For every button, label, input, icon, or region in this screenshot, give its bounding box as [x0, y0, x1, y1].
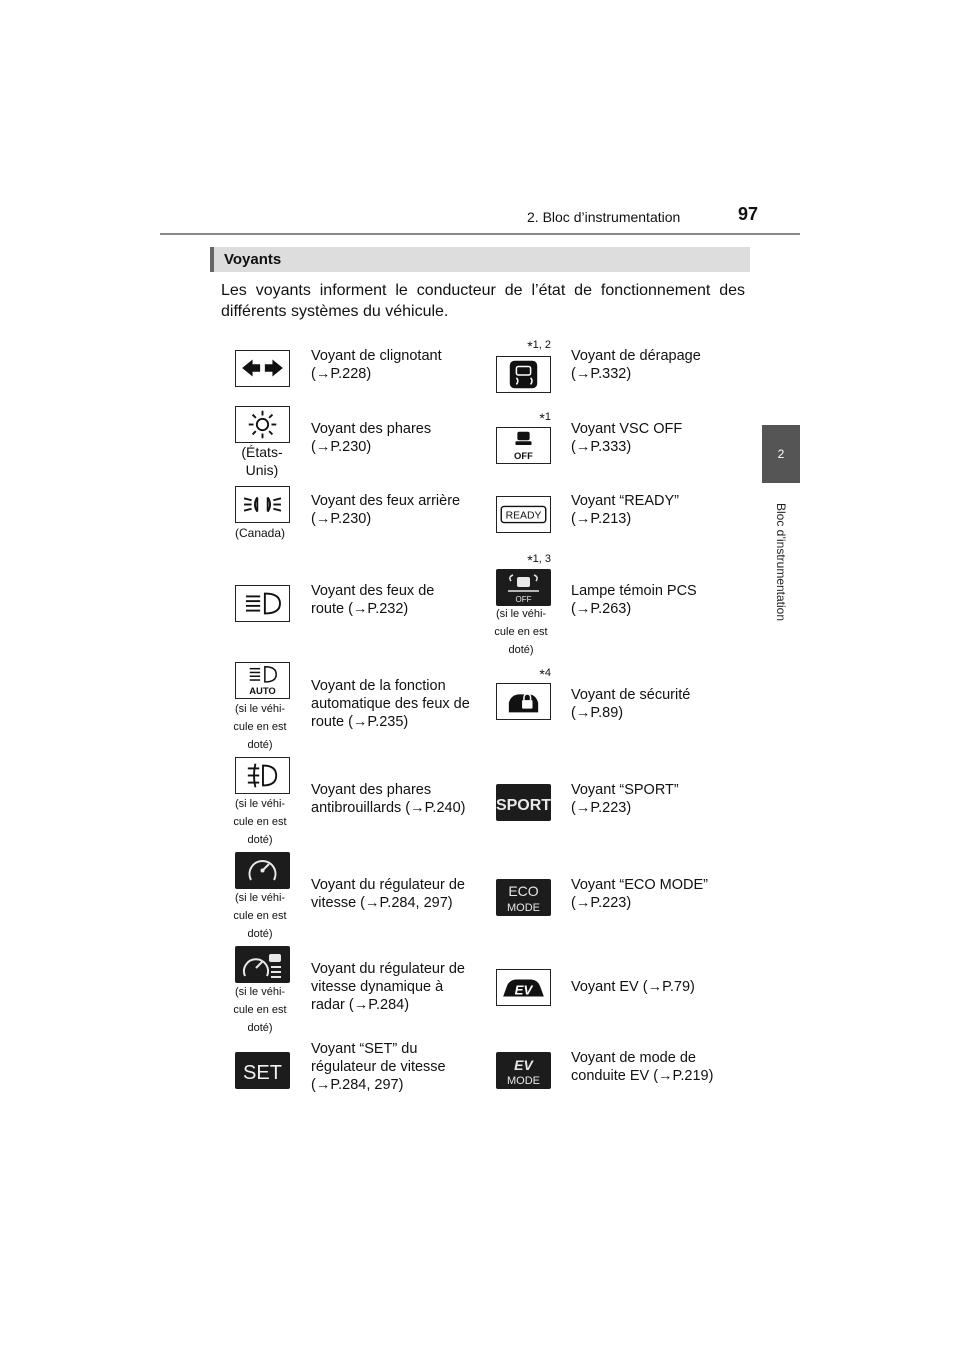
- pcs-icon-text: OFF: [515, 595, 532, 604]
- vsc-off-icon-text: OFF: [514, 451, 533, 463]
- set-icon-text: SET: [243, 1062, 282, 1084]
- cruise-control-note: (si le véhi-cule en est doté): [233, 892, 287, 940]
- ev-icon-text: EV: [514, 982, 533, 998]
- chapter-side-title: Bloc d’instrumentation: [774, 502, 788, 622]
- radar-cruise-label: Voyant du régulateur de vitesse dynamique à radar (→P.284): [311, 961, 465, 1013]
- eco-mode-label: Voyant “ECO MODE” (→P.223): [571, 877, 708, 911]
- pcs-footnote-mark: *1, 3: [527, 552, 551, 568]
- ev-mode-label: Voyant de mode de conduite EV (→P.219): [571, 1050, 714, 1084]
- security-label: Voyant de sécurité (→P.89): [571, 687, 691, 721]
- front-fog-note: (si le véhi-cule en est doté): [233, 798, 287, 846]
- security-footnote-mark: *4: [539, 666, 551, 682]
- header-divider: [160, 233, 800, 235]
- radar-cruise-icon: [235, 946, 290, 983]
- page-number: 97: [738, 204, 759, 224]
- vsc-off-footnote-mark: *1: [539, 410, 551, 426]
- slip-footnote-mark: *1, 2: [527, 338, 551, 354]
- sport-label: Voyant “SPORT” (→P.223): [571, 782, 679, 816]
- section-header: [210, 247, 750, 272]
- ev-icon: [496, 969, 551, 1006]
- ev-mode-icon-text-1: EV: [514, 1057, 533, 1073]
- front-fog-icon: [235, 757, 290, 794]
- chapter-tab: 2: [762, 425, 800, 483]
- ready-label: Voyant “READY” (→P.213): [571, 493, 679, 527]
- front-fog-label: Voyant des phares antibrouillards (→P.240): [311, 782, 466, 816]
- eco-mode-icon: [496, 879, 551, 916]
- turn-signal-icon: [235, 350, 290, 387]
- security-icon: [496, 683, 551, 720]
- radar-cruise-note: (si le véhi-cule en est doté): [233, 986, 287, 1034]
- section-title: Voyants: [224, 251, 282, 268]
- auto-high-beam-icon: [235, 662, 290, 699]
- pcs-warning-icon: [496, 569, 551, 606]
- headlight-indicator-icon: [235, 406, 290, 443]
- tail-light-icon: [235, 486, 290, 523]
- ev-mode-icon: [496, 1052, 551, 1089]
- vsc-off-icon: [496, 427, 551, 464]
- tail-light-label: Voyant des feux arrière (→P.230): [311, 493, 461, 527]
- intro-paragraph: Les voyants informent le conducteur de l’état de fonctionnement des différents systèmes du véhicule.: [221, 282, 745, 320]
- high-beam-icon: [235, 585, 290, 622]
- slip-indicator-icon: [496, 356, 551, 393]
- cruise-set-label: Voyant “SET” du régulateur de vitesse (→P.284, 297): [311, 1041, 446, 1093]
- high-beam-label: Voyant des feux de route (→P.232): [311, 583, 435, 617]
- pcs-note: (si le véhi-cule en est doté): [494, 608, 548, 656]
- vsc-off-label: Voyant VSC OFF (→P.333): [571, 421, 683, 455]
- headlight-label: Voyant des phares (→P.230): [311, 421, 432, 455]
- ev-label: Voyant EV (→P.79): [571, 979, 695, 995]
- eco-icon-text-1: ECO: [508, 883, 539, 899]
- cruise-control-label: Voyant du régulateur de vitesse (→P.284, 297): [311, 877, 465, 911]
- cruise-set-icon: [235, 1052, 290, 1089]
- slip-label: Voyant de dérapage (→P.332): [571, 348, 701, 382]
- sport-icon: [496, 784, 551, 821]
- cruise-control-icon: [235, 852, 290, 889]
- headlight-note: (États-Unis): [241, 444, 283, 478]
- eco-icon-text-2: MODE: [507, 902, 540, 914]
- sport-icon-text: SPORT: [496, 797, 551, 814]
- ev-mode-icon-text-2: MODE: [507, 1075, 540, 1087]
- auto-icon-text: AUTO: [249, 686, 276, 698]
- chapter-title: 2. Bloc d’instrumentation: [527, 209, 681, 225]
- auto-high-beam-label: Voyant de la fonction automatique des feux de route (→P.235): [311, 678, 470, 730]
- pcs-label: Lampe témoin PCS (→P.263): [571, 583, 697, 617]
- ready-icon: [496, 496, 551, 533]
- auto-high-beam-note: (si le véhi-cule en est doté): [233, 703, 287, 751]
- ready-icon-text: READY: [505, 510, 542, 522]
- tail-light-note: (Canada): [234, 526, 286, 540]
- turn-signal-label: Voyant de clignotant (→P.228): [311, 348, 442, 382]
